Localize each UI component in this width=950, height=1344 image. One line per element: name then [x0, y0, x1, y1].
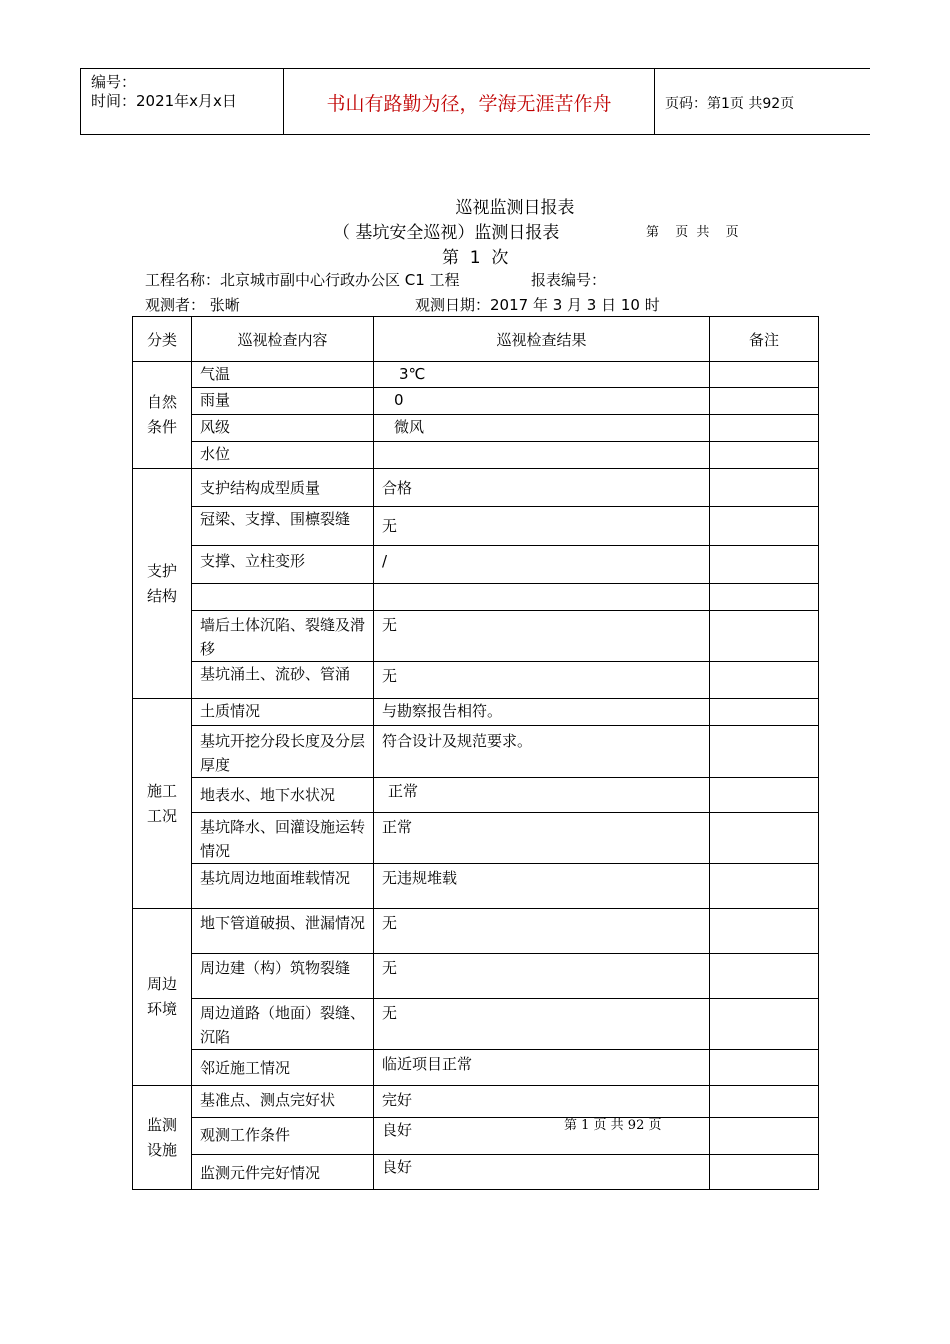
table-row [133, 1086, 819, 1118]
item-cell: 观测工作条件 [192, 1118, 374, 1155]
category-line: 监测 设施 [146, 1115, 177, 1159]
remark-cell [710, 442, 819, 469]
category-line: 周边 环境 [146, 975, 177, 1018]
table-row [133, 507, 819, 546]
motto-text: 书山有路勤为径，学海无涯苦作舟 [326, 93, 612, 115]
category-line: 自然 条件 [146, 393, 177, 436]
item-cell: 水位 [192, 442, 374, 469]
result-cell: 3℃ [374, 362, 710, 388]
result-cell: 微风 [374, 415, 710, 442]
table-row [133, 1155, 819, 1190]
report-title: 巡视监测日报表 [455, 198, 575, 218]
result-cell: 无 [374, 507, 710, 546]
table-row [133, 699, 819, 726]
result-cell: 与勘察报告相符。 [374, 699, 710, 726]
remark-cell [710, 469, 819, 507]
remark-cell [710, 546, 819, 584]
observation-date: 观测日期：2017 年 3 月 3 日 10 时 [415, 296, 660, 314]
item-cell: 墙后土体沉陷、裂缝及滑移 [192, 611, 374, 662]
item-cell: 监测元件完好情况 [192, 1155, 374, 1190]
header-right-cell [655, 69, 869, 134]
category-cell [133, 469, 192, 699]
table-row [133, 778, 819, 813]
remark-cell [710, 415, 819, 442]
remark-cell [710, 864, 819, 909]
project-name: 工程名称：北京城市副中心行政办公区 C1 工程 [145, 271, 460, 289]
inspection-table [132, 316, 819, 1190]
item-cell: 地下管道破损、泄漏情况 [192, 909, 374, 954]
header-remark: 备注 [710, 317, 819, 362]
header-result: 巡视检查结果 [374, 317, 710, 362]
result-cell: 良好 [374, 1118, 710, 1155]
result-cell [374, 442, 710, 469]
table-row [133, 611, 819, 662]
item-cell: 支护结构成型质量 [192, 469, 374, 507]
remark-cell [710, 1118, 819, 1155]
remark-cell [710, 388, 819, 415]
table-row [133, 726, 819, 778]
result-cell: 无 [374, 611, 710, 662]
table-row [133, 864, 819, 909]
result-cell: 正常 [374, 813, 710, 864]
header-motto-cell [283, 69, 655, 134]
result-cell: 0 [374, 388, 710, 415]
item-cell: 基坑涌土、流砂、管涌 [192, 662, 374, 699]
table-row [133, 662, 819, 699]
result-cell: 良好 [374, 1155, 710, 1190]
item-cell: 地表水、地下水状况 [192, 778, 374, 813]
report-number: 报表编号： [531, 271, 607, 289]
result-cell: 无 [374, 909, 710, 954]
item-cell: 邻近施工情况 [192, 1050, 374, 1086]
remark-cell [710, 1050, 819, 1086]
time-label: 时间：2021年x月x日 [91, 92, 237, 110]
category-cell [133, 1086, 192, 1190]
result-cell: 符合设计及规范要求。 [374, 726, 710, 778]
result-cell: 无 [374, 662, 710, 699]
header-left-cell [81, 69, 283, 134]
table-row [133, 469, 819, 507]
item-cell [192, 584, 374, 611]
result-cell: 合格 [374, 469, 710, 507]
report-count: 第 1 次 [442, 248, 509, 268]
table-row [133, 584, 819, 611]
item-cell: 周边建（构）筑物裂缝 [192, 954, 374, 999]
table-row [133, 415, 819, 442]
remark-cell [710, 1086, 819, 1118]
serial-label: 编号： [91, 73, 137, 91]
item-cell: 基坑降水、回灌设施运转情况 [192, 813, 374, 864]
table-row [133, 813, 819, 864]
table-row [133, 909, 819, 954]
table-row [133, 954, 819, 999]
remark-cell [710, 813, 819, 864]
item-cell: 雨量 [192, 388, 374, 415]
item-cell: 气温 [192, 362, 374, 388]
result-cell: 无 [374, 954, 710, 999]
remark-cell [710, 999, 819, 1050]
category-line: 支护 结构 [146, 561, 177, 605]
remark-cell [710, 778, 819, 813]
category-cell [133, 362, 192, 469]
table-row [133, 388, 819, 415]
remark-cell [710, 507, 819, 546]
result-cell: 临近项目正常 [374, 1050, 710, 1086]
item-cell: 基坑周边地面堆载情况 [192, 864, 374, 909]
header-category: 分类 [133, 317, 192, 362]
result-cell [374, 584, 710, 611]
remark-cell [710, 662, 819, 699]
table-header-row [133, 317, 819, 362]
category-cell [133, 909, 192, 1086]
item-cell: 基准点、测点完好状 [192, 1086, 374, 1118]
page-footer: 第 1 页 共 92 页 [564, 1118, 662, 1133]
table-row [133, 442, 819, 469]
header-content: 巡视检查内容 [192, 317, 374, 362]
remark-cell [710, 584, 819, 611]
category-line: 施工 工况 [146, 781, 177, 825]
item-cell: 周边道路（地面）裂缝、沉陷 [192, 999, 374, 1050]
table-row [133, 362, 819, 388]
page-note: 第 页 共 页 [646, 225, 739, 240]
document-header [80, 68, 870, 135]
result-cell: / [374, 546, 710, 584]
remark-cell [710, 954, 819, 999]
remark-cell [710, 362, 819, 388]
result-cell: 完好 [374, 1086, 710, 1118]
table-row [133, 1050, 819, 1086]
remark-cell [710, 726, 819, 778]
remark-cell [710, 699, 819, 726]
remark-cell [710, 611, 819, 662]
category-cell [133, 699, 192, 909]
item-cell: 基坑开挖分段长度及分层厚度 [192, 726, 374, 778]
item-cell: 风级 [192, 415, 374, 442]
item-cell: 冠梁、支撑、围檩裂缝 [192, 507, 374, 546]
remark-cell [710, 1155, 819, 1190]
page-code: 页码：第1页 共92页 [665, 96, 795, 112]
item-cell: 土质情况 [192, 699, 374, 726]
result-cell: 无违规堆载 [374, 864, 710, 909]
table-row [133, 1118, 819, 1155]
result-cell: 正常 [374, 778, 710, 813]
report-subtitle: （ 基坑安全巡视）监测日报表 [333, 223, 560, 243]
remark-cell [710, 909, 819, 954]
table-row [133, 999, 819, 1050]
observer: 观测者： 张晰 [145, 296, 240, 314]
result-cell: 无 [374, 999, 710, 1050]
item-cell: 支撑、立柱变形 [192, 546, 374, 584]
table-row [133, 546, 819, 584]
